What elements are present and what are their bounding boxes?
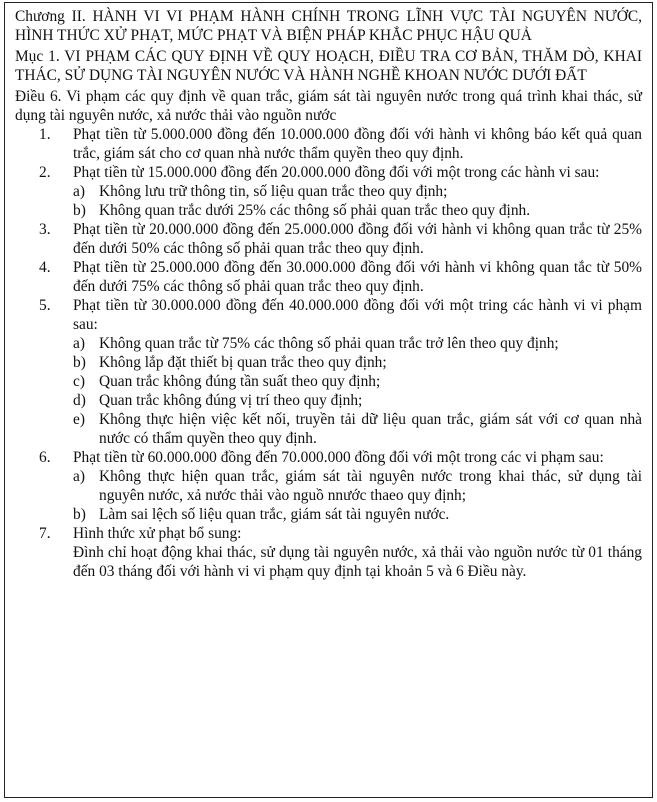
item-number: 5.: [39, 297, 51, 314]
sub-item-text: Làm sai lệch số liệu quan trắc, giám sát tài nguyên nước.: [99, 506, 450, 523]
sub-list: [73, 334, 642, 448]
sub-list-item: [73, 334, 642, 353]
sub-item-letter: a): [73, 335, 85, 352]
sub-list-item: [73, 410, 642, 448]
list-item: [15, 524, 642, 581]
section-title: Mục 1. VI PHẠM CÁC QUY ĐỊNH VỀ QUY HOẠCH, ĐIỀU TRA CƠ BẢN, THĂM DÒ, KHAI THÁC, SỬ DỤNG TÀI NGUYÊN NƯỚC VÀ HÀNH NGHỀ KHOAN NƯỚC DƯỚI ĐẤT: [15, 48, 642, 84]
sub-list-item: [73, 353, 642, 372]
item-number: 4.: [39, 259, 51, 276]
item-text: Phạt tiền từ 60.000.000 đồng đến 70.000.000 đồng đối với một trong các vi phạm sau:: [73, 449, 604, 466]
item-text: Phạt tiền từ 20.000.000 đồng đến 25.000.000 đồng đối với hành vi không quan trắc từ 25% đến dưới 50% các thông số phải quan trắc theo quy định.: [73, 221, 642, 257]
sub-list-item: [73, 182, 642, 201]
sub-item-text: Quan trắc không đúng tần suất theo quy định;: [99, 373, 381, 390]
sub-item-letter: b): [73, 506, 86, 523]
list-item: [15, 125, 642, 163]
sub-item-text: Không lắp đặt thiết bị quan trắc theo quy định;: [99, 354, 387, 371]
sub-list-item: [73, 505, 642, 524]
item-text: Phạt tiền từ 15.000.000 đồng đến 20.000.000 đồng đối với một trong các hành vi sau:: [73, 164, 600, 181]
list-item: [15, 220, 642, 258]
sub-item-text: Không thực hiện quan trắc, giám sát tài nguyên nước trong khai thác, sử dụng tài nguyên nước, xả nước thải vào nguồ nnước thaeo quy định;: [99, 468, 642, 504]
item-extra-text: Đình chỉ hoạt động khai thác, sử dụng tài nguyên nước, xả thải vào nguồn nước từ 01 tháng đến 03 tháng đối với hành vi vi phạm quy định tại khoản 5 và 6 Điều này.: [73, 544, 642, 580]
sub-item-letter: b): [73, 202, 86, 219]
item-number: 3.: [39, 221, 51, 238]
item-number: 1.: [39, 126, 51, 143]
item-number: 2.: [39, 164, 51, 181]
list-item: [15, 448, 642, 524]
sub-item-letter: a): [73, 183, 85, 200]
list-item: [15, 258, 642, 296]
document-page: [4, 2, 653, 798]
item-text: Phạt tiền từ 30.000.000 đồng đến 40.000.000 đồng đối với một tring các hành vi vi phạm sau:: [73, 297, 642, 333]
sub-item-text: Không thực hiện việc kết nối, truyền tải dữ liệu quan trắc, giám sát với cơ quan nhà nước có thẩm quyền theo quy định.: [99, 411, 642, 447]
list-item: [15, 163, 642, 220]
sub-item-text: Quan trắc không đúng vị trí theo quy định;: [99, 392, 363, 409]
sub-item-text: Không quan trắc từ 75% các thông số phải quan trắc trở lên theo quy định;: [99, 335, 559, 352]
item-number: 6.: [39, 449, 51, 466]
sub-item-letter: d): [73, 392, 86, 409]
sub-list-item: [73, 201, 642, 220]
sub-list-item: [73, 467, 642, 505]
chapter-title: Chương II. HÀNH VI VI PHẠM HÀNH CHÍNH TRONG LĨNH VỰC TÀI NGUYÊN NƯỚC, HÌNH THỨC XỬ PHẠT, MỨC PHẠT VÀ BIỆN PHÁP KHẮC PHỤC HẬU QUẢ: [15, 8, 642, 44]
sub-item-text: Không lưu trữ thông tin, số liệu quan trắc theo quy định;: [99, 183, 448, 200]
penalty-list: [15, 125, 642, 581]
sub-list: [73, 182, 642, 220]
sub-item-letter: c): [73, 373, 85, 390]
list-item: [15, 296, 642, 448]
sub-item-letter: b): [73, 354, 86, 371]
sub-list-item: [73, 372, 642, 391]
sub-item-letter: a): [73, 468, 85, 485]
item-text: Phạt tiền từ 25.000.000 đồng đến 30.000.000 đồng đối với hành vi không quan tắc từ 50% đến dưới 75% các thông số phải quan trắc theo quy định.: [73, 259, 642, 295]
sub-list-item: [73, 391, 642, 410]
sub-list: [73, 467, 642, 524]
article-title: Điều 6. Vi phạm các quy định về quan trắc, giám sát tài nguyên nước trong quá trình khai thác, sử dụng tài nguyên nước, xả nước thải vào nguồn nước: [15, 88, 642, 124]
item-number: 7.: [39, 525, 51, 542]
item-text: Phạt tiền từ 5.000.000 đồng đến 10.000.000 đồng đối với hành vi không báo kết quả quan trắc, giám sát cho cơ quan nhà nước thẩm quyền theo quy định.: [73, 126, 642, 162]
sub-item-letter: e): [73, 411, 85, 428]
sub-item-text: Không quan trắc dưới 25% các thông số phải quan trắc theo quy định.: [99, 202, 531, 219]
item-text: Hình thức xử phạt bổ sung:: [73, 525, 242, 542]
